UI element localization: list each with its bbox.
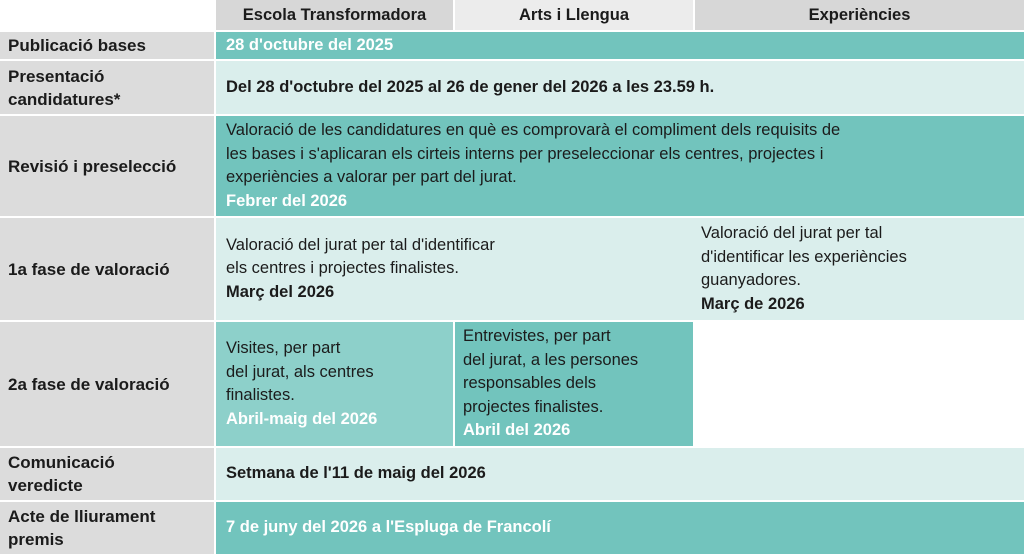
row-label-text: Publicació bases — [8, 36, 146, 55]
row-label-fase2 — [0, 322, 214, 446]
description-line: Valoració de les candidatures en què es comprovarà el compliment dels requisits de — [226, 121, 841, 139]
description-line: Visites, per part — [226, 339, 341, 357]
row-label-fase1 — [0, 218, 214, 320]
acte-lliurament-cell — [216, 502, 1024, 554]
period-text: Setmana de l'11 de maig del 2026 — [226, 464, 486, 483]
period-text: Del 28 d'octubre del 2025 al 26 de gener del 2026 a les 23.59 h. — [226, 77, 715, 96]
fase2-escola-cell — [216, 322, 453, 446]
description-line: Valoració del jurat per tal d'identificar — [226, 235, 495, 254]
description-line: els centres i projectes finalistes. — [226, 259, 459, 278]
row-label-line1: Presentació — [8, 66, 105, 86]
fase2-experiencies-empty-cell — [693, 322, 1024, 446]
description-line: finalistes. — [226, 386, 295, 404]
row-label-text: 1a fase de valoració — [8, 259, 170, 279]
date-text: Abril del 2026 — [463, 421, 571, 440]
date-text: 28 d'octubre del 2025 — [226, 35, 394, 54]
description-line: Valoració del jurat per tal — [701, 224, 883, 242]
column-header-experiencies: Experiències — [695, 0, 1024, 30]
date-text: Abril-maig del 2026 — [226, 409, 378, 428]
row-label-line1: Acte de lliurament — [8, 507, 156, 526]
fase1-experiencies-cell — [693, 218, 1024, 320]
row-label-text: 2a fase de valoració — [8, 374, 170, 394]
revisio-preseleccio-cell — [216, 116, 1024, 216]
row-label-text: Revisió i preselecció — [8, 156, 177, 176]
row-label-comunicacio-veredicte — [0, 448, 214, 500]
description-line: del jurat, a les persones — [463, 350, 639, 369]
description-line: del jurat, als centres — [226, 362, 374, 381]
row-label-line2: veredicte — [8, 476, 83, 495]
description-line: Entrevistes, per part — [463, 327, 611, 346]
row-label-publicacio-bases — [0, 32, 214, 59]
description-line: guanyadores. — [701, 271, 801, 289]
row-label-revisio-preseleccio — [0, 116, 214, 216]
presentacio-candidatures-cell — [216, 61, 1024, 114]
fase2-arts-cell — [455, 322, 693, 446]
row-label-line2: candidatures* — [8, 89, 121, 109]
row-label-line1: Comunicació — [8, 453, 115, 472]
description-line: d'identificar les experiències — [701, 247, 907, 266]
row-label-acte-lliurament — [0, 502, 214, 554]
row-label-line2: premis — [8, 530, 64, 549]
description-line: responsables dels — [463, 374, 596, 393]
publicacio-bases-cell — [216, 32, 1024, 59]
column-header-escola-transformadora: Escola Transformadora — [216, 0, 453, 30]
description-line: projectes finalistes. — [463, 397, 604, 416]
row-label-presentacio-candidatures — [0, 61, 214, 114]
description-line: experiències a valorar per part del jurat. — [226, 168, 517, 186]
event-text: 7 de juny del 2026 a l'Espluga de Francolí — [226, 518, 551, 537]
description-line: les bases i s'aplicaran els cirteis interns per preseleccionar els centres, projectes i — [226, 144, 824, 163]
column-header-arts-i-llengua: Arts i Llengua — [455, 0, 693, 30]
date-text: Març de 2026 — [701, 294, 805, 313]
comunicacio-veredicte-cell — [216, 448, 1024, 500]
date-text: Febrer del 2026 — [226, 191, 348, 210]
fase1-escola-arts-cell — [216, 218, 693, 320]
date-text: Març del 2026 — [226, 282, 335, 301]
